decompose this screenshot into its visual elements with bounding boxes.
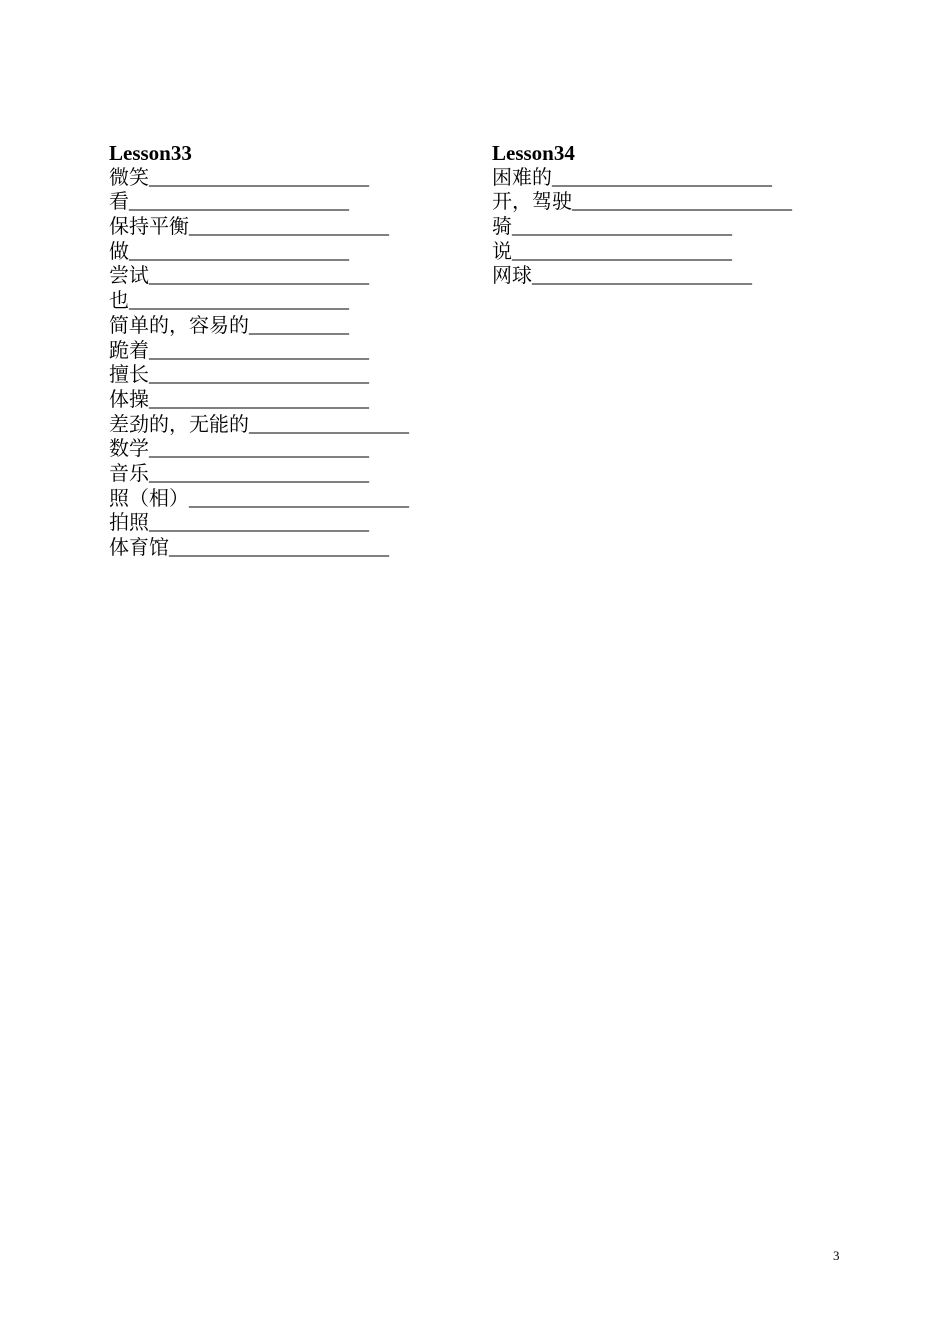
- vocab-item: 骑______________________: [492, 216, 732, 239]
- vocab-item: 跪着______________________: [109, 339, 369, 362]
- vocab-item: 保持平衡____________________: [109, 216, 389, 239]
- vocab-item: 看______________________: [109, 191, 349, 214]
- vocab-item: 简单的，容易的__________: [109, 314, 349, 337]
- vocab-item: 音乐______________________: [109, 462, 369, 485]
- lesson33-section: [109, 141, 409, 561]
- vocab-item: 擅长______________________: [109, 364, 369, 387]
- vocab-item: 拍照______________________: [109, 512, 369, 535]
- lesson34-section: [492, 141, 792, 289]
- vocab-item: 体育馆______________________: [109, 537, 389, 559]
- vocab-item: 也______________________: [109, 290, 349, 313]
- vocab-item: 困难的______________________: [492, 166, 772, 189]
- vocab-item: 差劲的，无能的________________: [109, 413, 409, 436]
- vocab-item: 网球______________________: [492, 265, 752, 288]
- vocab-item: 做______________________: [109, 240, 349, 263]
- lesson34-heading: Lesson34: [492, 141, 575, 165]
- vocab-item: 照（相）______________________: [109, 487, 409, 510]
- vocab-item: 说______________________: [492, 240, 732, 263]
- vocab-item: 数学______________________: [109, 438, 369, 461]
- lesson33-heading: Lesson33: [109, 141, 192, 165]
- page-number: 3: [833, 1248, 840, 1263]
- vocab-item: 尝试______________________: [109, 265, 369, 288]
- vocab-item: 体操______________________: [109, 388, 369, 411]
- vocab-item: 开，驾驶______________________: [492, 191, 792, 214]
- vocab-item: 微笑______________________: [109, 166, 369, 189]
